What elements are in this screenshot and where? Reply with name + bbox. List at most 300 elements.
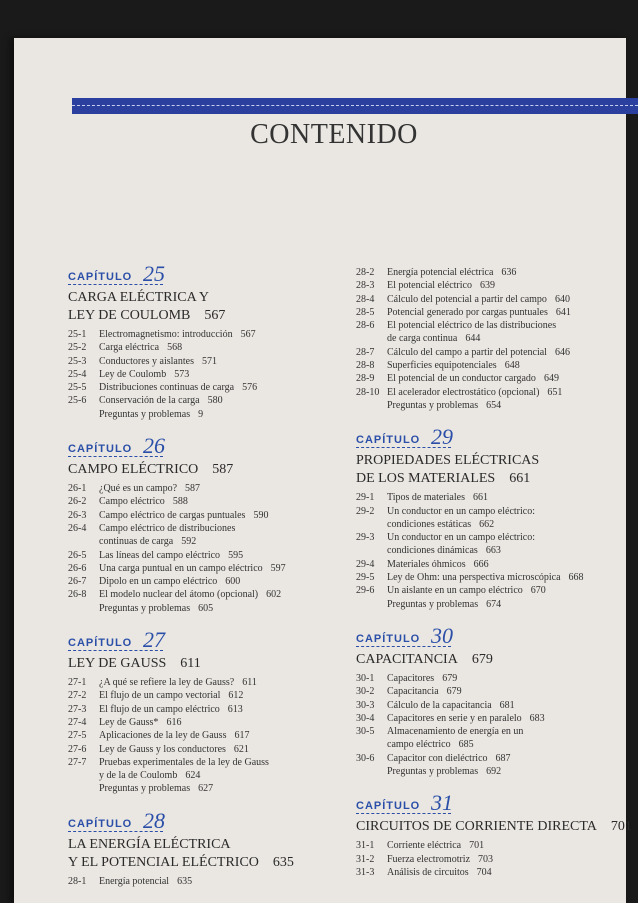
section-title [387, 765, 638, 778]
section-page: 621 [233, 743, 249, 755]
section-title-text: Potencial generado por cargas puntuales [387, 306, 548, 318]
section-title [387, 571, 638, 584]
chapter-rule [356, 646, 451, 647]
section-title [387, 266, 638, 279]
section-page: 573 [174, 368, 190, 380]
section-title-text: Preguntas y problemas [99, 602, 191, 614]
toc-entry[interactable] [356, 293, 638, 306]
section-title-text: Un conductor en un campo eléctrico: [387, 532, 535, 544]
toc-entry[interactable] [356, 839, 638, 852]
toc-entry[interactable] [68, 769, 348, 782]
toc-entry[interactable] [356, 386, 638, 399]
chapter-number: 29 [431, 424, 453, 450]
chapter-page: 567 [204, 308, 226, 323]
section-number: 28-9 [356, 373, 375, 385]
chapter-page: 587 [212, 462, 234, 478]
section-title [387, 672, 638, 685]
chapter-page: 679 [471, 651, 493, 667]
section-page: 595 [228, 549, 244, 561]
section-title [387, 505, 638, 518]
section-title-text: Energía potencial eléctrica [387, 267, 494, 278]
section-title-text: Preguntas y problemas [387, 399, 479, 411]
section-title-text: Capacitores [387, 672, 435, 684]
section-title [387, 306, 638, 319]
section-page: 613 [227, 703, 243, 715]
toc-entry[interactable] [68, 509, 348, 522]
toc-entry[interactable] [68, 522, 348, 535]
toc-entry[interactable] [356, 866, 638, 879]
toc-entry[interactable] [68, 549, 348, 562]
section-title [99, 676, 348, 689]
section-number: 28-3 [356, 280, 375, 292]
section-title-text: Un conductor en un campo eléctrico: [387, 505, 535, 517]
section-number: 27-6 [68, 743, 87, 755]
section-number: 29-1 [356, 492, 375, 504]
toc-entry[interactable] [68, 756, 348, 769]
section-title [387, 399, 638, 412]
section-title-text: Un aislante en un campo eléctrico [387, 585, 523, 597]
chapter-word: CAPÍTULO [68, 271, 133, 283]
section-page: 636 [501, 267, 517, 278]
section-title [99, 875, 348, 888]
section-page: 704 [476, 866, 492, 878]
toc-entry[interactable] [68, 535, 348, 548]
section-title [99, 549, 348, 562]
chapter-heading [68, 263, 348, 285]
section-number: 25-5 [68, 382, 87, 394]
section-title [99, 522, 348, 535]
toc-entry[interactable] [68, 482, 348, 495]
chapter-title-text: Y EL POTENCIAL ELÉCTRICO [68, 854, 259, 870]
section-title-text: campo eléctrico [387, 739, 451, 751]
section-title [387, 372, 638, 385]
chapter-heading [68, 629, 348, 651]
chapter-heading [356, 426, 638, 448]
chapter-block [68, 263, 348, 421]
section-title [99, 602, 348, 615]
toc-entry[interactable] [356, 738, 638, 751]
chapter-title-text: LEY DE GAUSS [68, 656, 167, 672]
chapter-heading [356, 622, 638, 648]
section-page: 666 [473, 558, 489, 570]
section-page: 580 [207, 395, 223, 407]
section-number: 28-8 [356, 360, 375, 372]
section-page: 644 [465, 333, 481, 345]
toc-entry[interactable] [356, 306, 638, 319]
section-title-text: Tipos de materiales [387, 492, 465, 504]
section-title [387, 738, 638, 751]
toc-entry[interactable] [68, 341, 348, 354]
section-title-text: Ley de Gauss* [99, 716, 159, 728]
section-number: 26-7 [68, 576, 87, 588]
section-title [99, 368, 348, 381]
section-title-text: El modelo nuclear del átomo (opcional) [99, 589, 259, 601]
section-page: 639 [479, 280, 495, 292]
chapter-rule [68, 650, 163, 651]
section-page: 605 [198, 602, 214, 614]
toc-entry[interactable] [356, 518, 638, 531]
toc-entry[interactable] [356, 332, 638, 345]
chapter-word: CAPÍTULO [356, 632, 421, 645]
toc-entry[interactable] [356, 372, 638, 385]
section-title [387, 853, 638, 866]
chapter-heading [356, 792, 638, 814]
section-number: 27-3 [68, 703, 87, 715]
section-number: 29-2 [356, 505, 375, 517]
section-title [387, 386, 638, 399]
section-title-text: condiciones estáticas [387, 518, 472, 530]
toc-entry[interactable] [68, 381, 348, 394]
toc-entry[interactable] [68, 495, 348, 508]
section-page: 674 [486, 598, 502, 610]
section-number: 26-2 [68, 496, 87, 508]
section-page: 641 [555, 306, 571, 318]
toc-entry[interactable] [68, 394, 348, 407]
chapter-title [68, 836, 348, 854]
section-page: 668 [568, 572, 584, 584]
section-title [387, 518, 638, 531]
section-title [387, 699, 638, 712]
section-number: 28-10 [356, 386, 380, 398]
section-title-text: El acelerador electrostático (opcional) [387, 386, 540, 398]
section-title-text: Campo eléctrico de cargas puntuales [99, 509, 246, 521]
section-title-text: Distribuciones continuas de carga [99, 382, 235, 394]
section-page: 571 [201, 355, 217, 367]
section-page: 635 [177, 875, 193, 887]
section-title-text: Aplicaciones de la ley de Gauss [99, 730, 227, 742]
section-title [387, 531, 638, 544]
section-title [99, 509, 348, 522]
section-title [99, 482, 348, 495]
chapter-rule [68, 456, 163, 457]
section-page: 670 [530, 585, 546, 597]
toc-entry[interactable] [68, 729, 348, 742]
toc-entry[interactable] [68, 689, 348, 702]
section-title-text: El potencial de un conductor cargado [387, 373, 536, 385]
section-title [387, 685, 638, 698]
section-title-text: El potencial eléctrico [387, 280, 472, 292]
section-page: 687 [495, 752, 511, 764]
toc-entry[interactable] [356, 505, 638, 518]
section-number: 26-3 [68, 509, 87, 521]
section-page: 567 [240, 329, 256, 340]
section-number: 30-5 [356, 726, 375, 738]
toc-entry[interactable] [68, 875, 348, 888]
section-number: 26-5 [68, 549, 87, 561]
chapter-block [356, 622, 638, 778]
section-title [387, 346, 638, 359]
section-page: 592 [181, 536, 197, 548]
chapter-word: CAPÍTULO [356, 800, 421, 813]
chapter-number: 30 [431, 622, 453, 648]
section-title-text: ¿Qué es un campo? [99, 483, 178, 495]
toc-entry[interactable] [68, 562, 348, 575]
chapter-rule [68, 284, 163, 285]
toc-column-left [68, 263, 348, 902]
section-page: 588 [172, 496, 188, 508]
section-number: 30-2 [356, 686, 375, 698]
section-number: 26-6 [68, 562, 87, 574]
section-title-text: Ley de Ohm: una perspectiva microscópica [387, 572, 561, 584]
toc-entry[interactable] [356, 346, 638, 359]
toc-entry[interactable] [68, 743, 348, 756]
section-title-text: Pruebas experimentales de la ley de Gauss [99, 756, 269, 768]
toc-entry[interactable] [68, 703, 348, 716]
section-page: 661 [472, 492, 488, 504]
section-number: 25-3 [68, 355, 87, 367]
section-title-text: Preguntas y problemas [99, 408, 191, 420]
section-number: 30-3 [356, 699, 375, 711]
section-number: 25-6 [68, 395, 87, 407]
section-title [99, 341, 348, 354]
toc-entry[interactable] [356, 584, 638, 597]
section-page: 590 [253, 509, 269, 521]
section-title [387, 839, 638, 852]
section-title [387, 319, 638, 332]
section-title [387, 544, 638, 557]
section-title [99, 562, 348, 575]
toc-entry[interactable] [356, 699, 638, 712]
section-number: 29-5 [356, 572, 375, 584]
section-number: 27-4 [68, 716, 87, 728]
section-title [99, 355, 348, 368]
toc-entry[interactable] [356, 531, 638, 544]
chapter-page: 701 [610, 819, 632, 835]
chapter-rule [356, 447, 451, 448]
section-number: 31-1 [356, 840, 375, 852]
section-title [387, 359, 638, 372]
section-page: 654 [486, 399, 502, 411]
section-page: 651 [547, 386, 563, 398]
section-number: 26-1 [68, 483, 87, 495]
toc-entry[interactable] [68, 676, 348, 689]
chapter-page: 635 [272, 854, 294, 870]
chapter-block [356, 426, 638, 611]
section-title-text: Energía potencial [99, 875, 170, 887]
section-number: 25-2 [68, 342, 87, 354]
section-page: 611 [242, 677, 257, 689]
section-number: 26-4 [68, 522, 87, 534]
section-title [387, 752, 638, 765]
section-page: 597 [270, 562, 286, 574]
section-title-text: Ley de Gauss y los conductores [99, 743, 226, 755]
section-number: 25-4 [68, 368, 87, 380]
section-page: 602 [266, 589, 282, 601]
chapter-block [68, 807, 348, 888]
toc-entry[interactable] [356, 399, 638, 412]
toc-entry[interactable] [356, 571, 638, 584]
section-page: 648 [504, 360, 520, 372]
chapter-page: 611 [180, 656, 201, 672]
section-title-text: Ley de Coulomb [99, 368, 167, 380]
toc-entry[interactable] [356, 319, 638, 332]
toc-entry[interactable] [356, 685, 638, 698]
section-title [99, 782, 348, 795]
section-number: 30-4 [356, 712, 375, 724]
section-page: 685 [458, 739, 474, 751]
section-page: 646 [554, 346, 570, 358]
section-page: 640 [554, 293, 570, 305]
section-title [99, 729, 348, 742]
chapter-block [356, 266, 638, 412]
section-page: 679 [446, 686, 462, 698]
section-title [99, 381, 348, 394]
toc-entry[interactable] [356, 725, 638, 738]
section-page: 627 [198, 783, 214, 795]
section-number: 27-1 [68, 677, 87, 689]
chapter-title [356, 651, 638, 669]
section-page: 649 [543, 373, 559, 385]
section-title-text: Capacitor con dieléctrico [387, 752, 488, 764]
section-title-text: El flujo de un campo vectorial [99, 690, 221, 702]
section-title [387, 558, 638, 571]
section-title-text: Corriente eléctrica [387, 840, 462, 852]
section-title-text: El flujo de un campo eléctrico [99, 703, 220, 715]
chapter-heading [68, 807, 348, 833]
section-title-text: de carga continua [387, 333, 458, 345]
section-title-text: El potencial eléctrico de las distribuciones [387, 320, 557, 332]
toc-entry[interactable] [356, 491, 638, 504]
toc-entry[interactable] [68, 602, 348, 615]
section-number: 28-5 [356, 306, 375, 318]
chapter-title-text: LA ENERGÍA ELÉCTRICA [68, 836, 231, 852]
section-title-text: Superficies equipotenciales [387, 360, 497, 372]
section-title [99, 703, 348, 716]
chapter-title-text: CAPACITANCIA [356, 651, 458, 667]
toc-entry[interactable] [356, 765, 638, 778]
section-title [99, 743, 348, 756]
chapter-title [356, 470, 638, 488]
chapter-number: 28 [143, 807, 165, 833]
chapter-title-text: CARGA ELÉCTRICA Y [68, 290, 210, 305]
section-title [99, 495, 348, 508]
header-band [72, 98, 638, 114]
section-number: 29-6 [356, 585, 375, 597]
chapter-title [356, 452, 638, 470]
document-page [14, 38, 632, 903]
section-page: 616 [166, 716, 182, 728]
toc-entry[interactable] [356, 752, 638, 765]
toc-entry[interactable] [356, 712, 638, 725]
section-number: 29-4 [356, 558, 375, 570]
section-page: 692 [486, 766, 502, 778]
chapter-title [68, 289, 348, 307]
section-number: 27-2 [68, 690, 87, 702]
section-number: 29-3 [356, 532, 375, 544]
section-page: 681 [499, 699, 515, 711]
chapter-title-text: CAMPO ELÉCTRICO [68, 462, 199, 478]
toc-entry[interactable] [68, 328, 348, 341]
section-title [99, 689, 348, 702]
toc-entry[interactable] [68, 408, 348, 421]
chapter-block [68, 629, 348, 796]
toc-entry[interactable] [356, 558, 638, 571]
section-title-text: Análisis de circuitos [387, 866, 469, 878]
section-title-text: ¿A qué se refiere la ley de Gauss? [99, 677, 235, 689]
section-title-text: Fuerza electromotriz [387, 853, 471, 865]
section-page: 679 [442, 672, 458, 684]
chapter-number: 25 [143, 261, 165, 286]
section-title [387, 584, 638, 597]
chapter-rule [356, 813, 451, 814]
section-title-text: Preguntas y problemas [387, 598, 479, 610]
section-number: 28-7 [356, 346, 375, 358]
toc-entry[interactable] [356, 279, 638, 292]
toc-entry[interactable] [68, 575, 348, 588]
section-page: 9 [198, 408, 204, 420]
section-title [99, 535, 348, 548]
section-title-text: Preguntas y problemas [99, 783, 191, 795]
section-number: 28-2 [356, 267, 375, 278]
toc-entry[interactable] [356, 266, 638, 279]
chapter-page: 661 [509, 471, 531, 487]
section-title-text: Una carga puntual en un campo eléctrico [99, 562, 263, 574]
chapter-title [356, 818, 638, 836]
chapter-word: CAPÍTULO [356, 434, 421, 447]
section-number: 28-1 [68, 875, 87, 887]
toc-entry[interactable] [356, 853, 638, 866]
chapter-rule [68, 831, 163, 832]
chapter-number: 31 [431, 790, 453, 816]
chapter-title-text: DE LOS MATERIALES [356, 471, 496, 487]
section-page: 662 [479, 518, 495, 530]
chapter-title-text: CIRCUITOS DE CORRIENTE DIRECTA [356, 819, 597, 835]
toc-entry[interactable] [68, 368, 348, 381]
toc-entry[interactable] [68, 355, 348, 368]
section-page: 683 [529, 712, 545, 724]
section-title-text: Dipolo en un campo eléctrico [99, 576, 218, 588]
section-number: 28-6 [356, 320, 375, 332]
section-title [99, 328, 348, 341]
section-title-text: Cálculo del campo a partir del potencial [387, 346, 547, 358]
section-title [387, 332, 638, 345]
section-title-text: Conductores y aislantes [99, 355, 194, 367]
section-page: 568 [167, 342, 183, 354]
section-title-text: Campo eléctrico [99, 496, 165, 508]
section-title [99, 756, 348, 769]
page-title: CONTENIDO [250, 119, 418, 150]
chapter-title [68, 461, 348, 479]
toc-entry[interactable] [356, 672, 638, 685]
section-number: 27-7 [68, 756, 87, 768]
toc-entry[interactable] [356, 359, 638, 372]
section-title [99, 394, 348, 407]
section-title-text: Conservación de la carga [99, 395, 200, 407]
chapter-block [68, 435, 348, 615]
chapter-block [356, 792, 638, 879]
section-title-text: Las líneas del campo eléctrico [99, 549, 221, 561]
section-number: 31-2 [356, 853, 375, 865]
section-number: 30-1 [356, 672, 375, 684]
section-title-text: Electromagnetismo: introducción [99, 329, 233, 340]
chapter-word: CAPÍTULO [68, 443, 133, 456]
chapter-number: 27 [143, 627, 165, 653]
section-title-text: condiciones dinámicas [387, 545, 478, 557]
chapter-title-text: PROPIEDADES ELÉCTRICAS [356, 453, 540, 469]
toc-entry[interactable] [68, 782, 348, 795]
toc-column-right [356, 263, 638, 893]
toc-entry[interactable] [68, 716, 348, 729]
section-title-text: Preguntas y problemas [387, 766, 479, 778]
toc-entry[interactable] [356, 598, 638, 611]
section-page: 624 [185, 770, 201, 782]
toc-entry[interactable] [356, 544, 638, 557]
toc-entry[interactable] [68, 588, 348, 601]
section-page: 587 [185, 483, 201, 495]
section-number: 30-6 [356, 752, 375, 764]
section-title-text: continuas de carga [99, 536, 174, 548]
section-title [387, 491, 638, 504]
